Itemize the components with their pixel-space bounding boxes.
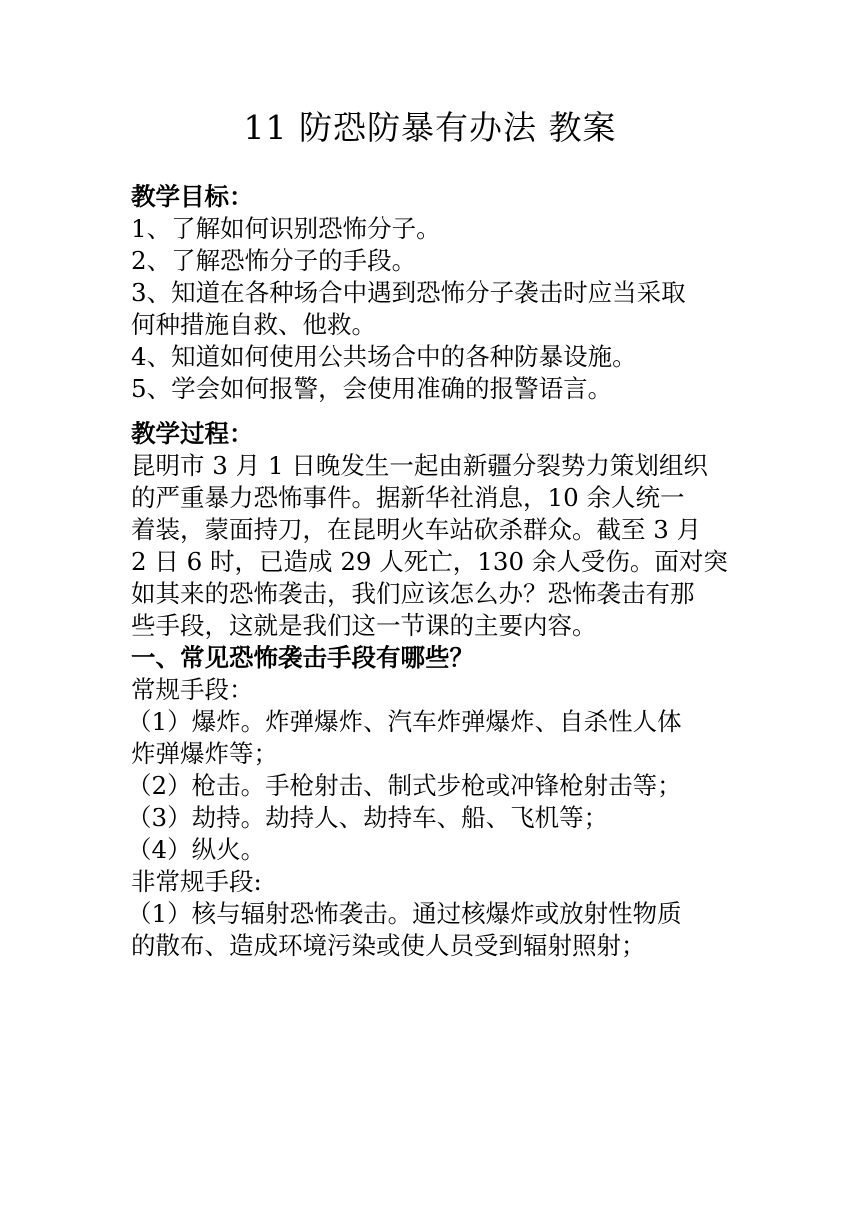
- objective-line: 2、了解恐怖分子的手段。: [131, 246, 417, 275]
- objective-line: 何种措施自救、他救。: [131, 310, 376, 339]
- intro-line: 着装，蒙面持刀，在昆明火车站砍杀群众。截至 3 月: [131, 515, 702, 544]
- intro-line: 2 日 6 时，已造成 29 人死亡，130 余人受伤。面对突: [131, 547, 728, 576]
- objective-line: 4、知道如何使用公共场合中的各种防暴设施。: [131, 342, 637, 371]
- intro-paragraph: [131, 450, 731, 642]
- conventional-line: （1）爆炸。炸弹爆炸、汽车炸弹爆炸、自杀性人体: [127, 707, 682, 736]
- objective-line: 3、知道在各种场合中遇到恐怖分子袭击时应当采取: [131, 278, 686, 307]
- conventional-line: 炸弹爆炸等；: [131, 739, 278, 768]
- conventional-list: [127, 706, 731, 866]
- objectives-list: [131, 213, 731, 405]
- intro-line: 的严重暴力恐怖事件。据新华社消息，10 余人统一: [131, 483, 685, 512]
- process-heading: 教学过程：: [131, 419, 254, 448]
- intro-line: 些手段，这就是我们这一节课的主要内容。: [131, 611, 597, 640]
- conventional-heading: 常规手段：: [131, 675, 254, 704]
- intro-line: 昆明市 3 月 1 日晚发生一起由新疆分裂势力策划组织: [131, 451, 708, 480]
- conventional-line: （4）纵火。: [127, 835, 266, 864]
- unconventional-list: [127, 898, 731, 962]
- section1-heading: 一、常见恐怖袭击手段有哪些？: [131, 643, 474, 672]
- unconventional-line: （1）核与辐射恐怖袭击。通过核爆炸或放射性物质: [127, 899, 682, 928]
- intro-line: 如其来的恐怖袭击，我们应该怎么办？恐怖袭击有那: [131, 579, 695, 608]
- objective-line: 1、了解如何识别恐怖分子。: [131, 214, 441, 243]
- objectives-heading: 教学目标：: [131, 182, 254, 211]
- conventional-line: （3）劫持。劫持人、劫持车、船、飞机等；: [127, 803, 609, 832]
- unconventional-line: 的散布、造成环境污染或使人员受到辐射照射；: [131, 931, 646, 960]
- objective-line: 5、学会如何报警，会使用准确的报警语言。: [131, 374, 613, 403]
- unconventional-heading: 非常规手段:: [131, 867, 262, 896]
- document-body: [127, 181, 731, 962]
- conventional-line: （2）枪击。手枪射击、制式步枪或冲锋枪射击等；: [127, 771, 682, 800]
- document-title: 11 防恐防暴有办法 教案: [243, 108, 617, 147]
